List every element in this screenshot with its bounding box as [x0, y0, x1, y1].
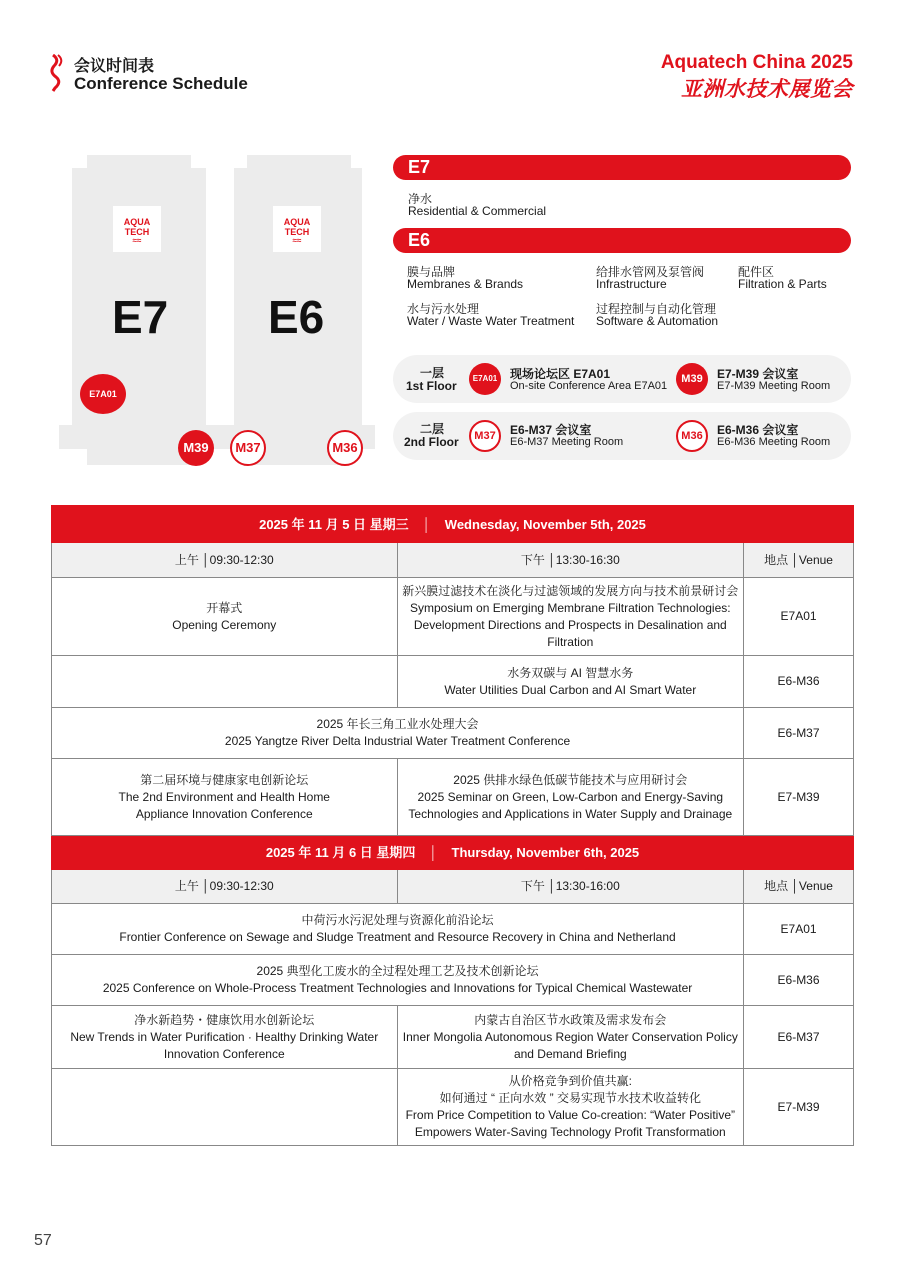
category-en: Filtration & Parts — [738, 277, 827, 291]
page-title-zh: 会议时间表 — [74, 58, 155, 75]
badge-m36: M36 — [676, 420, 708, 452]
logo-text: AQUA — [283, 217, 311, 227]
aquatech-logo: AQUA TECH ≈≈ — [113, 206, 161, 252]
table-row — [52, 708, 854, 759]
session-title-en: Opening Ceremony — [172, 617, 277, 632]
session-cell-fullday — [52, 904, 744, 955]
day-header-row — [52, 506, 854, 543]
session-title-en: and Demand Briefing — [513, 1046, 627, 1061]
room-name-en: On-site Conference Area E7A01 — [510, 380, 668, 392]
category-zh: 给排水管网及泵管阀 — [596, 265, 705, 279]
session-cell-empty — [52, 1069, 398, 1146]
floor-label-zh: 二层 — [420, 422, 445, 436]
venue-cell: E7-M39 — [744, 759, 854, 836]
session-title-zh: 水务双碳与 AI 智慧水务 — [507, 665, 634, 680]
session-title-zh: 中荷污水污泥处理与资源化前沿论坛 — [301, 913, 494, 927]
column-header-venue: 地点 │Venue — [744, 870, 854, 904]
session-title-zh: 2025 典型化工废水的全过程处理工艺及技术创新论坛 — [256, 964, 539, 978]
session-title-en: Water Utilities Dual Carbon and AI Smart Water — [444, 682, 697, 697]
session-cell — [397, 656, 744, 708]
category-en: Residential & Commercial — [408, 204, 547, 218]
brand-name-en: Aquatech China 2025 — [660, 52, 853, 73]
session-title-en: Innovation Conference — [163, 1046, 285, 1061]
logo-text: AQUA — [123, 217, 151, 227]
venue-cell: E6-M36 — [744, 955, 854, 1006]
hall-e7-bar — [393, 155, 851, 180]
hall-e6-bar — [393, 228, 851, 253]
category-en: Infrastructure — [596, 277, 667, 291]
venue-cell: E7A01 — [744, 904, 854, 955]
category-zh: 过程控制与自动化管理 — [596, 302, 717, 316]
hall-e7-shape — [87, 445, 191, 465]
table-row — [52, 955, 854, 1006]
column-header-am: 上午 │09:30-12:30 — [52, 870, 398, 904]
day-date-zh: 2025 年 11 月 6 日 星期四 — [265, 845, 416, 860]
badge-m37: M37 — [469, 420, 501, 452]
session-title-en: Development Directions and Prospects in Desalination and Filtration — [413, 617, 727, 649]
category-zh: 配件区 — [738, 265, 775, 279]
page-title-en: Conference Schedule — [74, 74, 248, 93]
room-name-zh: E6-M37 会议室 — [510, 423, 592, 437]
session-title-zh: 2025 年长三角工业水处理大会 — [316, 717, 479, 731]
room-name-zh: 现场论坛区 E7A01 — [510, 367, 611, 381]
session-cell-fullday — [52, 708, 744, 759]
venue-cell: E6-M37 — [744, 708, 854, 759]
session-title-en: The 2nd Environment and Health Home — [118, 789, 330, 804]
column-header-row — [52, 543, 854, 578]
session-title-en: Symposium on Emerging Membrane Filtration Technologies: — [410, 600, 731, 615]
session-title-en: Inner Mongolia Autonomous Region Water Conservation Policy — [402, 1029, 738, 1044]
session-title-en: 2025 Conference on Whole-Process Treatment Technologies and Innovations for Typical Chemical Wastewater — [102, 981, 693, 995]
session-title-zh: 第二届环境与健康家电创新论坛 — [140, 772, 309, 787]
session-cell — [52, 759, 398, 836]
column-header-am: 上午 │09:30-12:30 — [52, 543, 398, 578]
day-header — [52, 836, 854, 870]
session-title-en: 2025 Yangtze River Delta Industrial Water Treatment Conference — [224, 734, 571, 748]
session-cell-empty — [52, 656, 398, 708]
hall-e6-bar-label: E6 — [408, 230, 431, 250]
table-row — [52, 1006, 854, 1069]
room-name-en: E6-M36 Meeting Room — [717, 436, 831, 448]
hall-e7-label: E7 — [112, 291, 169, 343]
session-title-zh: 从价格竞争到价值共赢: — [508, 1074, 632, 1088]
schedule-table — [51, 505, 854, 1146]
session-title-zh: 内蒙古自治区节水政策及需求发布会 — [474, 1012, 667, 1027]
room-name-en: E7-M39 Meeting Room — [717, 380, 831, 392]
session-cell — [397, 578, 744, 656]
category-zh: 净水 — [408, 192, 433, 206]
session-title-zh: 净水新趋势・健康饮用水创新论坛 — [134, 1012, 315, 1027]
category-zh: 膜与品牌 — [407, 265, 456, 279]
column-header-pm: 下午 │13:30-16:30 — [397, 543, 744, 578]
logo-text: TECH — [124, 227, 150, 237]
session-cell — [397, 1069, 744, 1146]
session-cell — [397, 759, 744, 836]
column-header-venue: 地点 │Venue — [744, 543, 854, 578]
session-title-en: New Trends in Water Purification · Healthy Drinking Water — [70, 1029, 379, 1044]
page-number: 57 — [34, 1232, 52, 1249]
map-marker-m39: M39 — [178, 430, 214, 466]
venue-cell: E7A01 — [744, 578, 854, 656]
day-date-en: Thursday, November 6th, 2025 — [451, 845, 640, 860]
brand-name-zh: 亚洲水技术展览会 — [681, 78, 853, 101]
session-title-en: Frontier Conference on Sewage and Sludge Treatment and Resource Recovery in China and Netherland — [119, 930, 676, 944]
divider: │ — [429, 845, 438, 860]
session-title-en: From Price Competition to Value Co-creation: “Water Positive” — [405, 1108, 736, 1122]
session-cell — [52, 1006, 398, 1069]
map-marker-e7a01: E7A01 — [80, 374, 126, 414]
category-zh: 水与污水处理 — [407, 302, 480, 316]
divider: │ — [422, 516, 431, 532]
day-date-zh: 2025 年 11 月 5 日 星期三 — [259, 516, 409, 532]
logo-text: TECH — [284, 227, 310, 237]
table-row — [52, 904, 854, 955]
hall-e6-label: E6 — [268, 291, 325, 343]
aquatech-logo: AQUA TECH ≈≈ — [273, 206, 321, 252]
room-name-zh: E7-M39 会议室 — [717, 367, 799, 381]
room-name-zh: E6-M36 会议室 — [717, 423, 799, 437]
table-row — [52, 1069, 854, 1146]
hall-e7-bar-label: E7 — [408, 157, 431, 177]
venue-cell: E7-M39 — [744, 1069, 854, 1146]
floor-label-zh: 一层 — [420, 366, 445, 380]
table-row — [52, 578, 854, 656]
session-title-en: Appliance Innovation Conference — [135, 806, 313, 821]
aquatech-wave-icon — [50, 54, 64, 92]
session-title-zh: 2025 供排水绿色低碳节能技术与应用研讨会 — [453, 772, 688, 787]
map-marker-m37: M37 — [230, 430, 266, 466]
badge-m39: M39 — [676, 363, 708, 395]
session-title-zh: 开幕式 — [206, 600, 243, 615]
venue-cell: E6-M36 — [744, 656, 854, 708]
column-header-pm: 下午 │13:30-16:00 — [397, 870, 744, 904]
table-row — [52, 656, 854, 708]
floor-label-en: 2nd Floor — [404, 435, 459, 449]
session-title-en: 2025 Seminar on Green, Low-Carbon and Energy-Saving — [417, 789, 724, 804]
room-name-en: E6-M37 Meeting Room — [510, 436, 624, 448]
category-en: Membranes & Brands — [407, 277, 524, 291]
floor-label-en: 1st Floor — [406, 379, 457, 393]
day-header — [52, 506, 854, 543]
day-date-en: Wednesday, November 5th, 2025 — [444, 516, 646, 532]
category-en: Software & Automation — [596, 314, 719, 328]
category-en: Water / Waste Water Treatment — [407, 314, 575, 328]
venue-cell: E6-M37 — [744, 1006, 854, 1069]
day-header-row — [52, 836, 854, 870]
session-cell-fullday — [52, 955, 744, 1006]
table-row — [52, 759, 854, 836]
column-header-row — [52, 870, 854, 904]
session-title-en: Empowers Water-Saving Technology Profit Transformation — [414, 1125, 726, 1139]
session-cell — [397, 1006, 744, 1069]
session-title-zh: 新兴膜过滤技术在淡化与过滤领域的发展方向与技术前景研讨会 — [402, 583, 739, 598]
session-title-en: Technologies and Applications in Water Supply and Drainage — [408, 806, 733, 821]
map-marker-m36: M36 — [327, 430, 363, 466]
badge-e7a01: E7A01 — [469, 363, 501, 395]
session-cell — [52, 578, 398, 656]
session-title-zh: 如何通过 “ 正向水效 ” 交易实现节水技术收益转化 — [439, 1091, 701, 1105]
